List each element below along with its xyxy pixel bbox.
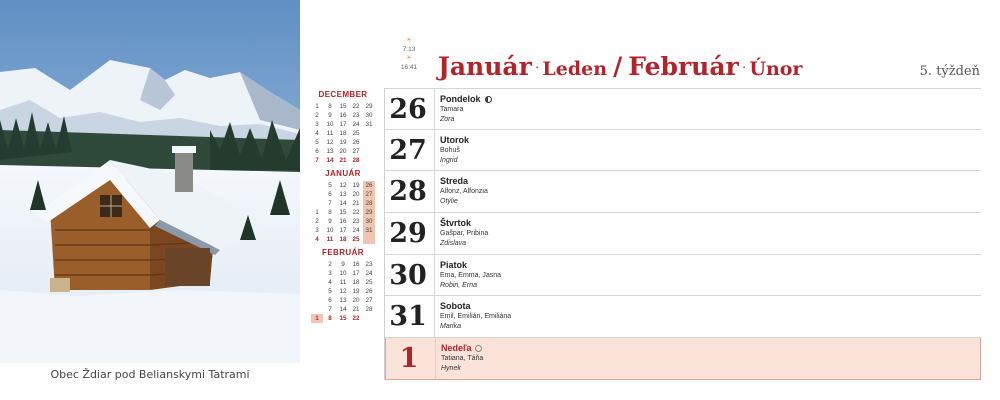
mini-calendar-day: 31 [363, 226, 375, 235]
mini-calendar-day: 13 [339, 191, 347, 198]
mini-calendar-day: 27 [352, 148, 360, 155]
name-day-sk: Bohuš [440, 146, 460, 154]
mini-calendar-day: 10 [326, 121, 334, 128]
name-day-cz: Zora [440, 116, 455, 123]
day-divider [434, 296, 435, 337]
mini-calendar-day: 11 [326, 236, 334, 243]
mini-calendar-day: 5 [315, 139, 319, 146]
mini-calendar-day: 1 [311, 314, 323, 323]
mini-calendar-day: 19 [352, 182, 360, 189]
month-header [438, 52, 802, 81]
weekday-name: Sobota [440, 301, 471, 312]
name-day-sk: Ema, Emma, Jasna [440, 271, 502, 279]
mini-calendar-day: 5 [328, 182, 332, 189]
mini-calendar-day: 25 [352, 130, 360, 137]
moon-phase-icon [485, 96, 492, 103]
mini-calendar-day: 6 [328, 297, 332, 304]
name-day-cz: Robin, Erna [440, 281, 477, 289]
mini-calendar-day: 18 [339, 236, 347, 243]
mini-calendar-day: 20 [352, 297, 360, 304]
mini-calendar-day: 20 [339, 148, 347, 155]
day-info [440, 260, 501, 291]
header-separator: / [613, 52, 623, 81]
mini-calendar-day: 28 [365, 306, 373, 313]
weekday-name: Piatok [440, 259, 468, 270]
mini-calendar-day: 6 [328, 191, 332, 198]
month-1-alt-title: Leden [542, 58, 608, 80]
mini-calendar-day: 17 [339, 121, 347, 128]
mini-calendar-day: 4 [315, 130, 319, 137]
day-info [440, 301, 511, 332]
mini-calendar-day: 22 [352, 209, 360, 216]
month-2-title: Február [628, 52, 739, 81]
mini-calendar-day: 7 [328, 306, 332, 313]
name-day-sk: Alfonz, Alfonzia [440, 188, 488, 196]
mini-calendar-day: 2 [315, 218, 319, 225]
mini-calendar-day [363, 138, 375, 147]
name-day-cz: Ingrid [440, 156, 458, 164]
moon-phase-icon [475, 345, 482, 352]
mini-calendar-day: 14 [339, 306, 347, 313]
day-number: 26 [389, 94, 427, 125]
mini-calendar-day: 17 [339, 227, 347, 234]
mini-calendar-day: 13 [339, 297, 347, 304]
mini-calendar-day [363, 314, 375, 323]
mini-calendar-day: 24 [352, 121, 360, 128]
mini-calendar-day [363, 235, 375, 244]
mini-calendar-day: 15 [339, 315, 347, 322]
mini-calendar-day: 31 [365, 121, 373, 128]
name-day-cz: Hynek [441, 365, 461, 373]
mini-calendar-grid [302, 181, 384, 244]
mini-calendar-day: 2 [328, 261, 332, 268]
mini-calendar-grid [302, 260, 384, 323]
mini-calendar-title: JANUÁR [325, 169, 361, 178]
day-number: 1 [399, 343, 419, 375]
mini-calendar-day: 11 [339, 279, 347, 286]
mini-calendar-title: FEBRUÁR [322, 248, 364, 257]
mini-calendar-day: 2 [315, 112, 319, 119]
mini-calendar-day: 30 [363, 217, 375, 226]
weekday-name: Utorok [440, 134, 469, 145]
day-name-line [441, 343, 483, 354]
day-info [440, 218, 488, 249]
day-divider [434, 130, 435, 171]
mini-calendar-day [311, 199, 323, 208]
sunset-icon: ☀ [405, 55, 413, 62]
name-day-sk: Tatiana, Táňa [441, 355, 484, 363]
month-1-title: Január [438, 52, 532, 81]
month-2-alt-title: Únor [749, 58, 803, 80]
mini-calendar-day: 18 [339, 130, 347, 137]
mini-calendar-day: 29 [365, 103, 373, 110]
mini-calendar-day: 23 [352, 218, 360, 225]
mini-calendar-day: 14 [326, 157, 334, 164]
mini-calendar-grid [302, 102, 384, 165]
mini-calendar-day: 3 [315, 227, 319, 234]
mini-calendar-day: 24 [352, 227, 360, 234]
sun-info [395, 36, 423, 72]
day-name-line [440, 176, 488, 187]
photo-caption: Obec Ždiar pod Belianskymi Tatrami [50, 368, 250, 381]
mini-calendar-day: 19 [352, 288, 360, 295]
day-divider [434, 171, 435, 212]
sunrise-time: 7:13 [402, 46, 416, 53]
week-number: 5. týždeň [919, 64, 980, 79]
day-info [440, 135, 469, 166]
mini-calendar-day: 8 [328, 103, 332, 110]
mini-calendar-day: 30 [365, 112, 373, 119]
mini-calendar-day: 21 [352, 306, 360, 313]
day-number: 28 [389, 176, 427, 208]
mini-calendar-day: 13 [326, 148, 334, 155]
mini-calendar-day: 25 [352, 236, 360, 243]
weekday-name: Pondelok [440, 94, 481, 104]
day-name-line [440, 218, 488, 229]
winter-cabin-photo [0, 0, 300, 363]
mini-calendar-day: 1 [315, 209, 319, 216]
mini-calendar-január [302, 169, 384, 244]
mini-calendar-day: 20 [352, 191, 360, 198]
name-day-cz: Marika [440, 323, 462, 331]
day-row [385, 296, 981, 338]
day-name-line [440, 135, 469, 146]
header-dot: · [534, 58, 540, 74]
mini-calendar-day: 26 [365, 288, 373, 295]
mini-calendar-day [363, 156, 375, 165]
day-number: 27 [389, 134, 427, 166]
day-divider [435, 338, 436, 379]
header-dot: · [741, 58, 747, 74]
mini-calendar-day [311, 181, 323, 190]
mini-calendar-day: 24 [365, 270, 373, 277]
day-row [385, 213, 981, 255]
mini-calendar-day: 26 [363, 181, 375, 190]
sunset-time: 16:41 [400, 64, 418, 71]
day-number: 30 [389, 259, 427, 291]
day-info [440, 94, 492, 125]
mini-calendar-day [311, 190, 323, 199]
mini-calendar-day: 3 [328, 270, 332, 277]
mini-calendar-day: 7 [315, 157, 319, 164]
mini-calendar-day: 10 [339, 270, 347, 277]
mini-calendar-day: 12 [339, 182, 347, 189]
name-day-sk: Gašpar, Pribina [440, 230, 489, 238]
cover-photo [0, 0, 300, 363]
mini-calendar-day: 18 [352, 279, 360, 286]
day-info [441, 343, 483, 374]
mini-calendar-day [311, 305, 323, 314]
mini-calendar-day: 7 [328, 200, 332, 207]
mini-calendar-day: 8 [328, 315, 332, 322]
name-day-cz: Zdislava [440, 240, 467, 248]
mini-calendar-day [311, 287, 323, 296]
mini-calendars [302, 90, 384, 327]
day-row [385, 88, 981, 130]
mini-calendar-day [311, 278, 323, 287]
mini-calendar-day: 26 [352, 139, 360, 146]
mini-calendar-day: 19 [339, 139, 347, 146]
mini-calendar-day [363, 129, 375, 138]
mini-calendar-day: 15 [339, 209, 347, 216]
day-divider [434, 255, 435, 296]
mini-calendar-day: 12 [339, 288, 347, 295]
sunrise-icon: ☀ [405, 37, 413, 44]
day-info [440, 176, 488, 207]
mini-calendar-day: 23 [352, 112, 360, 119]
day-name-line [440, 94, 492, 105]
day-number: 31 [389, 301, 427, 333]
day-row [385, 171, 981, 213]
mini-calendar-day: 21 [352, 200, 360, 207]
mini-calendar-day: 1 [315, 103, 319, 110]
mini-calendar-december [302, 90, 384, 165]
weekday-name: Štvrtok [440, 218, 472, 229]
day-row [385, 130, 981, 172]
day-row [385, 255, 981, 297]
mini-calendar-day: 4 [328, 279, 332, 286]
mini-calendar-day: 12 [326, 139, 334, 146]
day-row [385, 338, 981, 380]
weekday-name: Nedeľa [441, 343, 472, 354]
mini-calendar-day: 5 [328, 288, 332, 295]
mini-calendar-day [311, 260, 323, 269]
mini-calendar-day: 14 [339, 200, 347, 207]
mini-calendar-day: 17 [352, 270, 360, 277]
mini-calendar-day: 10 [326, 227, 334, 234]
mini-calendar-title: DECEMBER [318, 90, 368, 99]
mini-calendar-day: 28 [363, 199, 375, 208]
day-list [385, 88, 981, 380]
name-day-cz: Otýlie [440, 198, 458, 206]
mini-calendar-day: 16 [352, 261, 360, 268]
mini-calendar-day: 9 [328, 218, 332, 225]
mini-calendar-day: 22 [352, 315, 360, 322]
mini-calendar-day [363, 147, 375, 156]
mini-calendar-day: 22 [352, 103, 360, 110]
name-day-sk: Tamara [440, 106, 464, 113]
day-divider [434, 89, 435, 129]
mini-calendar-day [311, 269, 323, 278]
mini-calendar-day: 25 [365, 279, 373, 286]
mini-calendar-day: 6 [315, 148, 319, 155]
mini-calendar-day: 27 [365, 297, 373, 304]
mini-calendar-day: 27 [363, 190, 375, 199]
mini-calendar-day: 21 [339, 157, 347, 164]
mini-calendar-day: 11 [326, 130, 334, 137]
day-name-line [440, 301, 511, 312]
mini-calendar-day: 28 [352, 157, 360, 164]
mini-calendar-day: 29 [363, 208, 375, 217]
mini-calendar-day: 9 [328, 112, 332, 119]
mini-calendar-február [302, 248, 384, 323]
mini-calendar-day: 16 [339, 218, 347, 225]
day-name-line [440, 260, 501, 271]
day-divider [434, 213, 435, 254]
mini-calendar-day: 23 [365, 261, 373, 268]
mini-calendar-day: 3 [315, 121, 319, 128]
name-day-sk: Emil, Emilián, Emiliána [440, 313, 512, 321]
mini-calendar-day: 4 [315, 236, 319, 243]
mini-calendar-day: 8 [328, 209, 332, 216]
day-number: 29 [389, 218, 427, 250]
mini-calendar-day: 9 [341, 261, 345, 268]
mini-calendar-day [311, 296, 323, 305]
mini-calendar-day: 15 [339, 103, 347, 110]
weekday-name: Streda [440, 176, 469, 187]
mini-calendar-day: 16 [339, 112, 347, 119]
